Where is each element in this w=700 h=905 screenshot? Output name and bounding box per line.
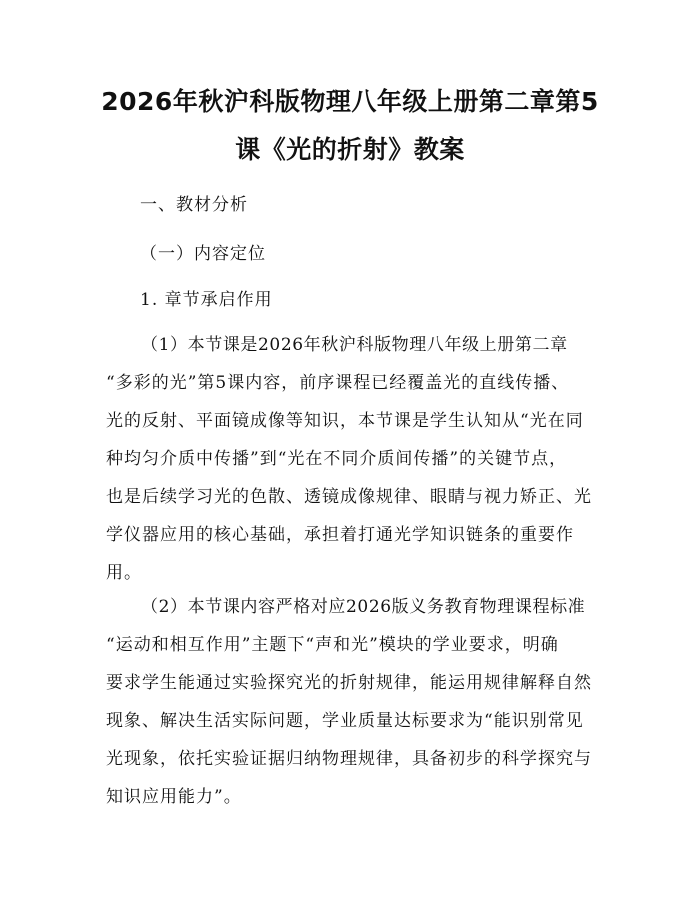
paragraph-line: （1）本节课是2026年秋沪科版物理八年级上册第二章 [141, 335, 568, 355]
title-line-1: 2026年秋沪科版物理八年级上册第二章第5 [101, 87, 599, 116]
paragraph-line: 用。 [106, 563, 142, 583]
document-title [80, 78, 620, 174]
paragraph-line: （2）本节课内容严格对应2026版义务教育物理课程标准 [141, 597, 586, 617]
paragraph-line: 学仪器应用的核心基础，承担着打通光学知识链条的重要作 [106, 525, 574, 545]
paragraph-line: 光现象，依托实验证据归纳物理规律，具备初步的科学探究与 [106, 749, 592, 769]
paragraph-line: “多彩的光”第5课内容，前序课程已经覆盖光的直线传播、 [106, 373, 570, 393]
paragraph-line: 种均匀介质中传播”到“光在不同介质间传播”的关键节点， [106, 449, 568, 469]
paragraph-line: 要求学生能通过实验探究光的折射规律，能运用规律解释自然 [106, 673, 592, 693]
paragraph-2 [106, 588, 596, 816]
paragraph-line: 知识应用能力”。 [106, 787, 242, 807]
paragraph-line: “运动和相互作用”主题下“声和光”模块的学业要求，明确 [106, 635, 559, 655]
paragraph-line: 也是后续学习光的色散、透镜成像规律、眼睛与视力矫正、光 [106, 487, 592, 507]
subsection-heading: （一）内容定位 [140, 244, 266, 264]
section-heading: 一、教材分析 [140, 195, 248, 215]
title-line-2: 课《光的折射》教案 [235, 135, 465, 164]
paragraph-line: 现象、解决生活实际问题，学业质量达标要求为“能识别常见 [106, 711, 584, 731]
paragraph-1 [106, 326, 596, 592]
item-heading: 1. 章节承启作用 [140, 290, 273, 310]
paragraph-line: 光的反射、平面镜成像等知识，本节课是学生认知从“光在同 [106, 411, 584, 431]
